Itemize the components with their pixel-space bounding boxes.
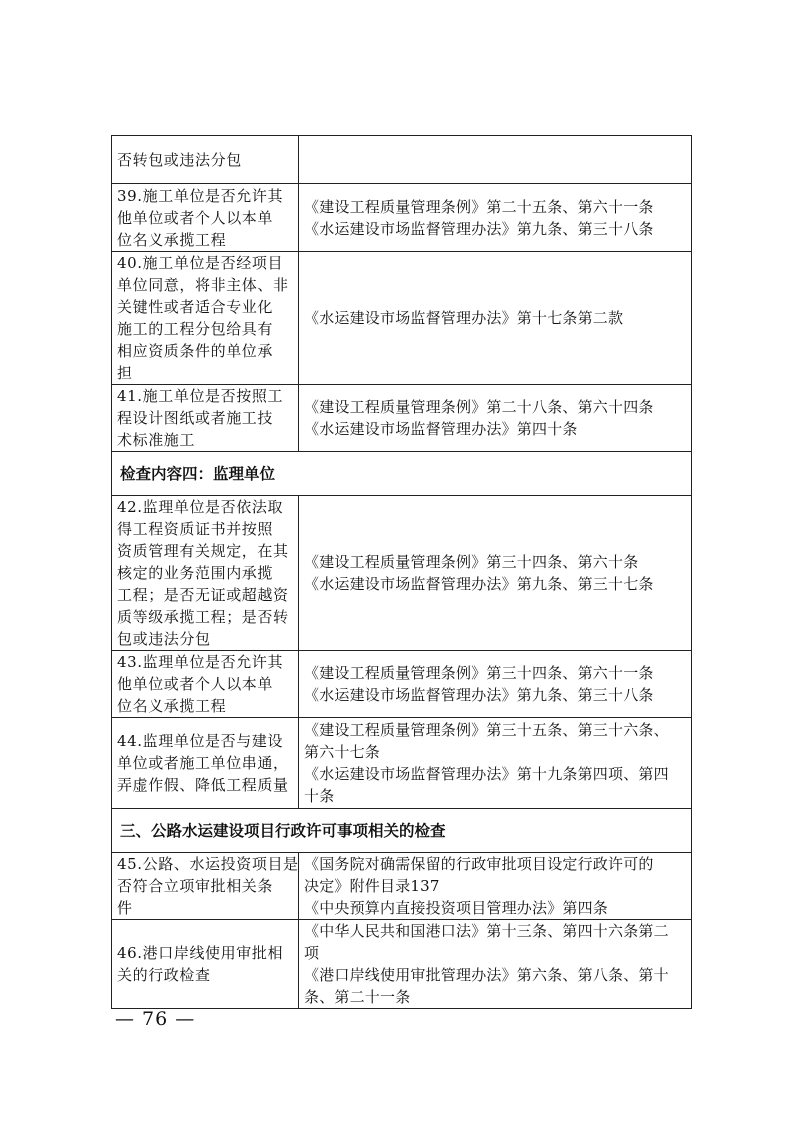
check-item-text: 单位或者施工单位串通， bbox=[117, 754, 289, 772]
check-item-text: 42.监理单位是否依法取 bbox=[117, 498, 284, 516]
section-header-row bbox=[112, 809, 692, 853]
check-item-text: 术标准施工 bbox=[117, 431, 196, 449]
section-title: 检查内容四：监理单位 bbox=[112, 452, 692, 496]
legal-basis-cell bbox=[299, 651, 692, 718]
check-item-cell bbox=[112, 385, 299, 452]
legal-basis-text: 《国务院对确需保留的行政审批项目设定行政许可的 bbox=[304, 855, 654, 873]
legal-basis-text: 《建设工程质量管理条例》第三十四条、第六十一条 bbox=[304, 664, 654, 682]
legal-basis-cell bbox=[299, 496, 692, 651]
table-row bbox=[112, 252, 692, 385]
table-row bbox=[112, 184, 692, 252]
table-row bbox=[112, 853, 692, 920]
check-item-text: 相应资质条件的单位承 bbox=[117, 342, 274, 360]
check-item-text: 位名义承揽工程 bbox=[117, 230, 227, 249]
legal-basis-text: 《水运建设市场监督管理办法》第九条、第三十八条 bbox=[304, 686, 654, 704]
check-item-text: 45.公路、水运投资项目是 bbox=[117, 855, 299, 873]
legal-basis-text: 《水运建设市场监督管理办法》第十七条第二款 bbox=[304, 309, 624, 327]
legal-basis-cell bbox=[299, 853, 692, 920]
check-item-cell bbox=[112, 853, 299, 920]
legal-basis-text: 《建设工程质量管理条例》第二十五条、第六十一条 bbox=[304, 197, 654, 216]
legal-basis-text: 《港口岸线使用审批管理办法》第六条、第八条、第十 bbox=[304, 966, 669, 984]
legal-basis-text: 《建设工程质量管理条例》第二十八条、第六十四条 bbox=[304, 398, 654, 416]
legal-basis-cell bbox=[299, 136, 692, 184]
check-item-text: 单位同意，将非主体、非 bbox=[117, 276, 289, 294]
check-item-text: 39.施工单位是否允许其 bbox=[117, 186, 284, 205]
legal-basis-cell bbox=[299, 920, 692, 1009]
check-item-text: 位名义承揽工程 bbox=[117, 697, 227, 715]
check-item-cell bbox=[112, 496, 299, 651]
table-row bbox=[112, 136, 692, 184]
check-item-text: 他单位或者个人以本单 bbox=[117, 675, 274, 693]
check-item-cell bbox=[112, 184, 299, 252]
check-item-cell bbox=[112, 651, 299, 718]
check-item-cell bbox=[112, 136, 299, 184]
check-item-text: 他单位或者个人以本单 bbox=[117, 208, 274, 227]
table-row bbox=[112, 496, 692, 651]
check-item-cell bbox=[112, 920, 299, 1009]
check-item-text: 担 bbox=[117, 364, 133, 382]
table-row bbox=[112, 385, 692, 452]
legal-basis-text: 项 bbox=[304, 944, 320, 962]
section-title: 三、公路水运建设项目行政许可事项相关的检查 bbox=[112, 809, 692, 853]
section-header-row bbox=[112, 452, 692, 496]
table-row bbox=[112, 920, 692, 1009]
legal-basis-text: 《中华人民共和国港口法》第十三条、第四十六条第二 bbox=[304, 922, 669, 940]
table-body bbox=[112, 136, 692, 1009]
regulation-table bbox=[111, 135, 692, 1009]
check-item-text: 得工程资质证书并按照 bbox=[117, 520, 274, 538]
legal-basis-text: 十条 bbox=[304, 787, 335, 805]
legal-basis-text: 《建设工程质量管理条例》第三十四条、第六十条 bbox=[304, 553, 639, 571]
check-item-text: 44.监理单位是否与建设 bbox=[117, 732, 284, 750]
check-item-text: 包或违法分包 bbox=[117, 630, 211, 648]
check-item-text: 施工的工程分包给具有 bbox=[117, 320, 274, 338]
legal-basis-text: 《水运建设市场监督管理办法》第四十条 bbox=[304, 420, 578, 438]
check-item-text: 40.施工单位是否经项目 bbox=[117, 254, 284, 272]
page-number: — 76 — bbox=[115, 1008, 196, 1030]
check-item-text: 46.港口岸线使用审批相 bbox=[117, 944, 284, 962]
check-item-text: 资质管理有关规定，在其 bbox=[117, 542, 289, 560]
check-item-text: 弄虚作假、降低工程质量 bbox=[117, 776, 289, 794]
table-row bbox=[112, 718, 692, 809]
legal-basis-cell bbox=[299, 252, 692, 385]
check-item-text: 否转包或违法分包 bbox=[117, 150, 242, 169]
legal-basis-cell bbox=[299, 184, 692, 252]
legal-basis-text: 《建设工程质量管理条例》第三十五条、第三十六条、 bbox=[304, 721, 669, 739]
legal-basis-text: 《水运建设市场监督管理办法》第十九条第四项、第四 bbox=[304, 765, 669, 783]
check-item-text: 43.监理单位是否允许其 bbox=[117, 653, 284, 671]
legal-basis-text: 《水运建设市场监督管理办法》第九条、第三十七条 bbox=[304, 575, 654, 593]
legal-basis-text: 条、第二十一条 bbox=[304, 988, 411, 1006]
check-item-text: 程设计图纸或者施工技 bbox=[117, 409, 274, 427]
check-item-text: 否符合立项审批相关条 bbox=[117, 877, 274, 895]
legal-basis-cell bbox=[299, 385, 692, 452]
check-item-text: 41.施工单位是否按照工 bbox=[117, 387, 284, 405]
check-item-cell bbox=[112, 252, 299, 385]
check-item-cell bbox=[112, 718, 299, 809]
check-item-text: 关键性或者适合专业化 bbox=[117, 298, 274, 316]
check-item-text: 核定的业务范围内承揽 bbox=[117, 564, 274, 582]
check-item-text: 质等级承揽工程；是否转 bbox=[117, 608, 289, 626]
legal-basis-text: 《中央预算内直接投资项目管理办法》第四条 bbox=[304, 899, 609, 917]
legal-basis-cell bbox=[299, 718, 692, 809]
check-item-text: 关的行政检查 bbox=[117, 966, 211, 984]
check-item-text: 件 bbox=[117, 899, 133, 917]
legal-basis-text: 决定》附件目录137 bbox=[304, 877, 440, 895]
legal-basis-text: 第六十七条 bbox=[304, 743, 381, 761]
table-row bbox=[112, 651, 692, 718]
check-item-text: 工程；是否无证或超越资 bbox=[117, 586, 289, 604]
legal-basis-text: 《水运建设市场监督管理办法》第九条、第三十八条 bbox=[304, 219, 654, 238]
